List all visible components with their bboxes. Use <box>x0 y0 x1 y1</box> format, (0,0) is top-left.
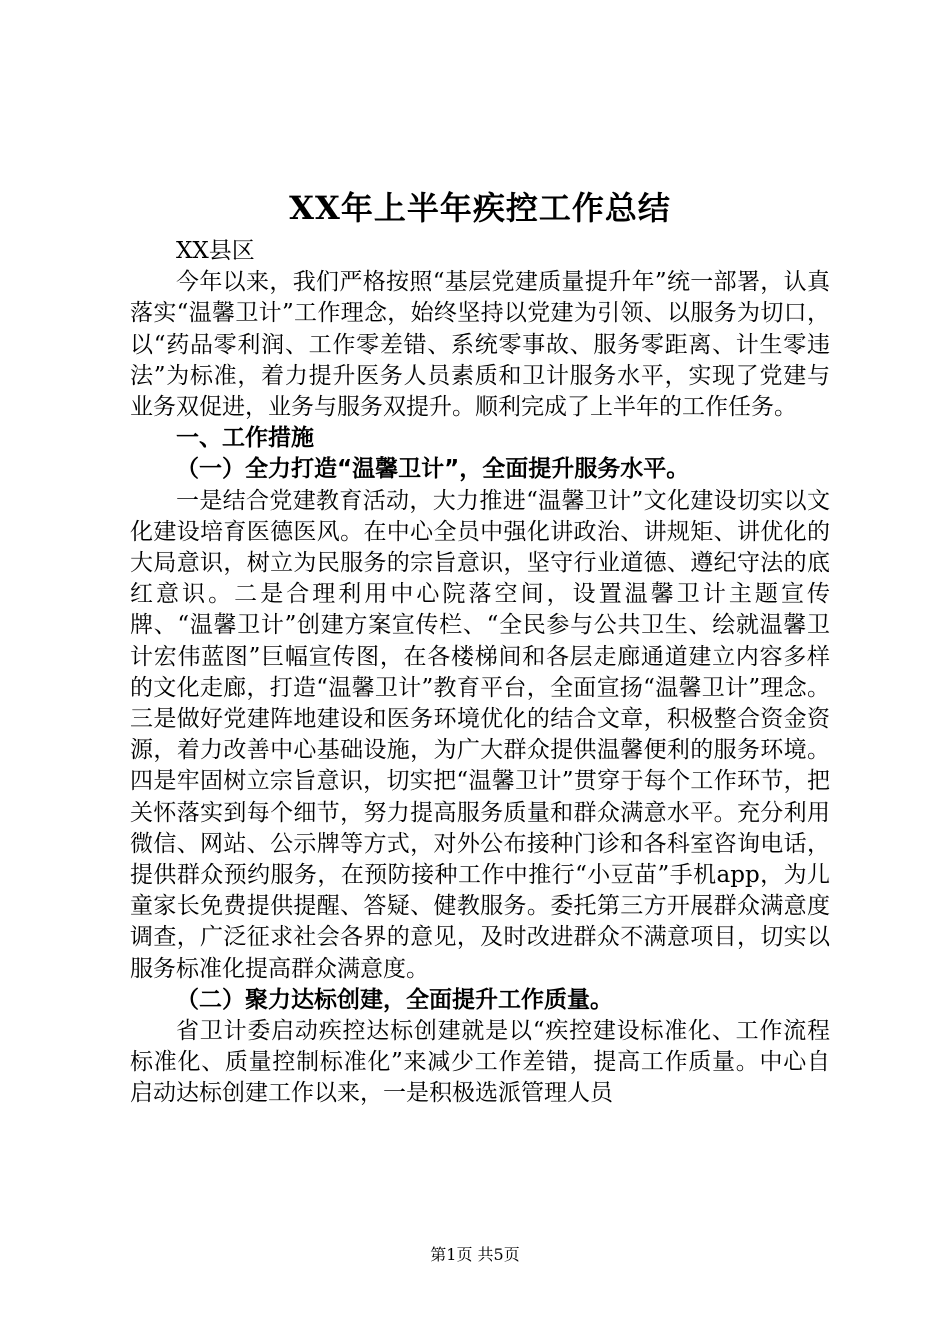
sub-heading-service: （一）全力打造“温馨卫计”，全面提升服务水平。 <box>176 456 690 483</box>
document-body <box>130 236 830 1110</box>
sub-heading-quality: （二）聚力达标创建，全面提升工作质量。 <box>176 986 613 1013</box>
document-title: XX年上半年疾控工作总结 <box>289 189 671 227</box>
page-footer: 第1页 共5页 <box>430 1245 520 1264</box>
paragraph-intro: 今年以来，我们严格按照“基层党建质量提升年”统一部署，认真落实“温馨卫计”工作理念，始终坚持以党建为引领、以服务为切口，以“药品零利润、工作零差错、系统零事故、服务零距离、计生零违法”为标准，着力提升医务人员素质和卫计服务水平，实现了党建与业务双促进，业务与服务双提升。顺利完成了上半年的工作任务。 <box>130 269 830 421</box>
paragraph-service: 一是结合党建教育活动，大力推进“温馨卫计”文化建设切实以文化建设培育医德医风。在中心全员中强化讲政治、讲规矩、讲优化的大局意识，树立为民服务的宗旨意识，坚守行业道德、遵纪守法的底红意识。二是合理利用中心院落空间，设置温馨卫计主题宣传牌、“温馨卫计”创建方案宣传栏、“全民参与公共卫生、绘就温馨卫计宏伟蓝图”巨幅宣传图，在各楼梯间和各层走廊通道建立内容多样的文化走廊，打造“温馨卫计”教育平台，全面宣扬“温馨卫计”理念。三是做好党建阵地建设和医务环境优化的结合文章，积极整合资金资源，着力改善中心基础设施，为广大群众提供温馨便利的服务环境。四是牢固树立宗旨意识，切实把“温馨卫计”贯穿于每个工作环节，把关怀落实到每个细节，努力提高服务质量和群众满意水平。充分利用微信、网站、公示牌等方式，对外公布接种门诊和各科室咨询电话，提供群众预约服务，在预防接种工作中推行“小豆苗”手机app，为儿童家长免费提供提醒、答疑、健教服务。委托第三方开展群众满意度调查，广泛征求社会各界的意见，及时改进群众不满意项目，切实以服务标准化提高群众满意度。 <box>130 487 830 982</box>
paragraph-region: XX县区 <box>176 238 255 264</box>
section-heading-measures: 一、工作措施 <box>176 425 314 452</box>
paragraph-quality: 省卫计委启动疾控达标创建就是以“疾控建设标准化、工作流程标准化、质量控制标准化”来减少工作差错，提高工作质量。中心自启动达标创建工作以来，一是积极选派管理人员 <box>130 1018 830 1107</box>
